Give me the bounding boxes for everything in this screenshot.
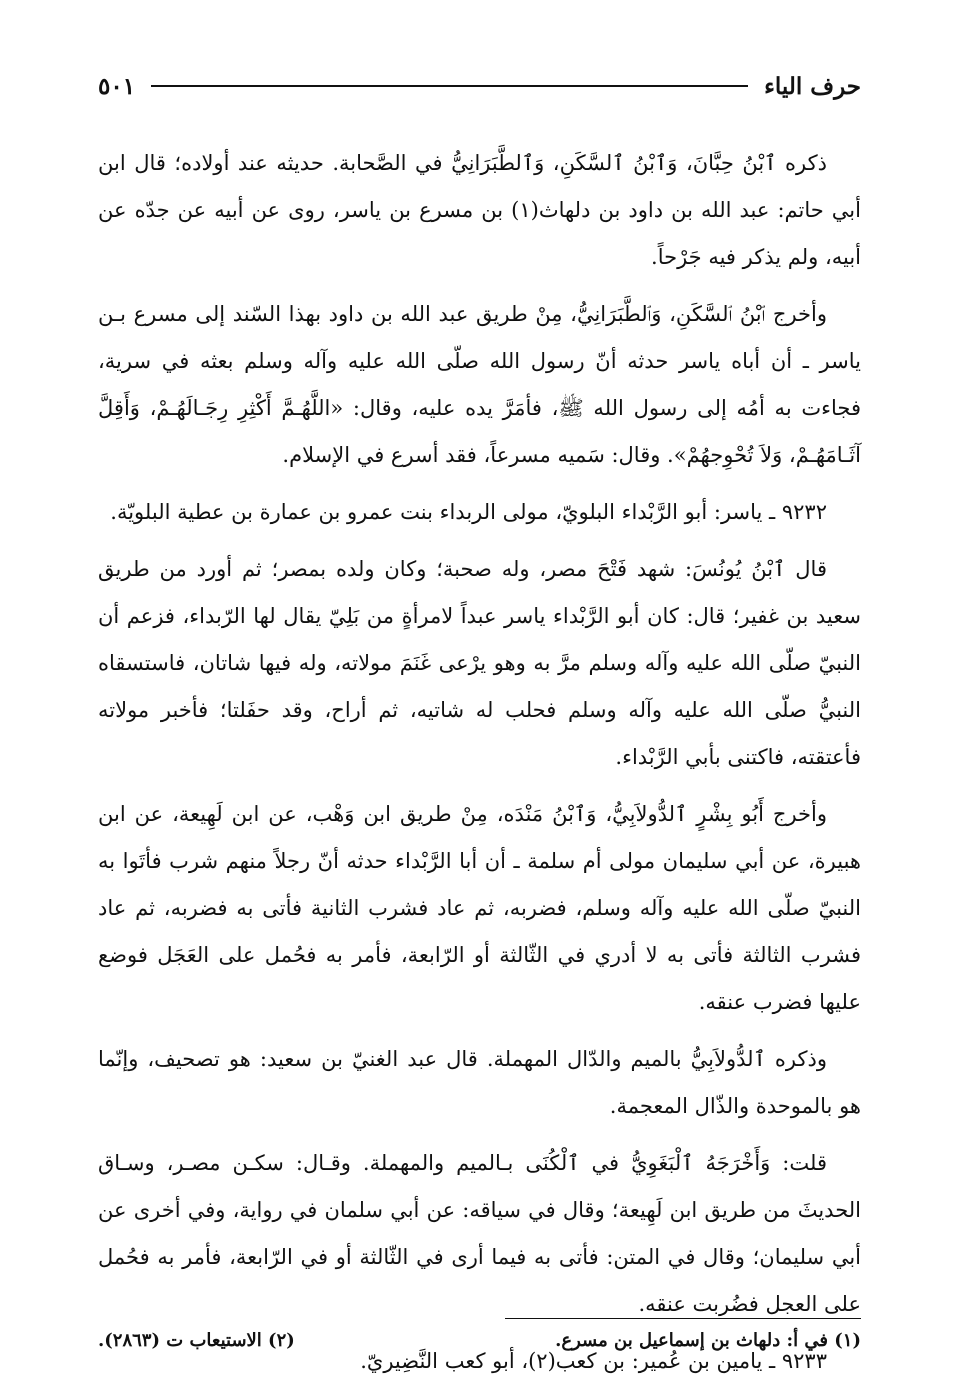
main-text — [98, 140, 861, 1395]
footnote-2: (٢) الاستيعاب ت (٢٨٦٣). — [98, 1330, 295, 1351]
footnotes — [98, 1330, 861, 1351]
page-number: ٥٠١ — [98, 72, 136, 100]
running-header — [98, 66, 861, 106]
entry-9232: ٩٢٣٢ ـ ياسر: أبو الرَّبْداء البلويّ، مولى الربداء بنت عمرو بن عمارة بن عطية البلويّة. — [110, 500, 827, 524]
paragraph-5: وأخرج أَبُو بِشْرٍ ٱلدُّولاَبِيُّ، وَٱبْنُ مَنْدَه، مِنْ طريق ابن وَهْب، عن ابن لَهِيعة، عن ابن هبيرة، عن أبي سليمان مولى أم سلمة ـ أن أبا الرَّبْداء حدثه أنّ رجلاً منهم شرب فأتَوا به النبيّ صلّى الله عليه وآله وسلم، فضربه، ثم عاد فشرب الثانية فأتى به فضربه، ثم عاد فشرب الثالثة فأتى به لا أدري في الثّالثة أو الرّابعة، فأمر به فحُمل على العَجَل فوضع عليها فضرب عنقه. — [98, 802, 861, 1014]
paragraph-1: ذكره ٱبْنُ حِبَّانَ، وَٱبْنُ ٱلسَّكَنِ، وَٱلطَّبَرَانِيُّ في الصَّحابة. حديثه عند أولاده؛ قال ابن أبي حاتم: عبد الله بن داود بن دلهاث(١) بن مسرع بن ياسر، روى عن أبيه عن جدّه عن أبيه، ولم يذكر فيه جَرْحاً. — [98, 151, 861, 269]
paragraph-4: قال ٱبْنُ يُونُسَ: شهد فَتْحَ مصر، وله صحبة؛ وكان ولده بمصر؛ ثم أورد من طريق سعيد بن غفير؛ قال: كان أبو الرَّبْداء ياسر عبداً لامرأةٍ من بَلِيّ يقال لها الرّبداء، فزعم أن النبيّ صلّى الله عليه وآله وسلم مرَّ به وهو يرْعى غَنَمَ مولاته، وله فيها شاتان، فاستسقاه النبيُّ صلّى الله عليه وآله وسلم فحلب له شاتيه، ثم أراح، وقد حفَلتا؛ فأخبر مولاته فأعتقته، فاكتنى بأبي الرَّبْداء. — [98, 557, 861, 769]
footnote-1: (١) في أ: دلهاث بن إسماعيل بن مسرع. — [555, 1330, 861, 1351]
paragraph-7: قلت: وَأَخْرَجَهُ ٱلْبَغَوِيُّ في ٱلْكُنَى بـالميم والمهملة. وقـال: سكـن مصـر، وسـاق الحديثَ من طريق ابن لَهِيعة؛ وقال في سياقه: عن أبي سلمان في رواية، وفي أخرى عن أبي سليمان؛ وقال في المتن: فأتى به فيما أرى في الثّالثة أو في الرّابعة، فأمر به فحُمل على العجل فضُربت عنقه. — [98, 1151, 861, 1316]
paragraph-6: وذكره ٱلدُّولاَبِيُّ بالميم والدّال المهملة. قال عبد الغنيّ بن سعيد: هو تصحيف، وإنّما هو بالموحدة والذّال المعجمة. — [98, 1047, 861, 1118]
entry-9233: ٩٢٣٣ ـ يامين بن عُمير: بن كعب(٢)، أبو كعب النَّضِيريّ. — [360, 1349, 827, 1373]
footnote-rule — [505, 1318, 861, 1319]
paragraph-2: وأخرج ٱبْنُ ٱلسَّكَنِ، وَٱلطَّبَرَانِيُّ، مِنْ طريق عبد الله بن داود بهذا السّند إلى مسرع بـن ياسر ـ أن أباه ياسر حدثه أنّ رسول الله صلّى الله عليه وآله وسلم بعثه في سرية، فجاءت به أمُه إلى رسول الله ﷺ، فأمَرَّ يده عليه، وقال: «اللَّهُـمَّ أَكْثِرِ رِجَـالَهُـمْ، وَأَقِلَّ آثَـامَهُـمْ، وَلاَ تُحْوِجهُمْ». وقال: سَميه مسرعاً، فقد أسرع في الإسلام. — [98, 302, 861, 467]
chapter-title: حرف الياء — [764, 72, 861, 100]
header-rule — [151, 85, 748, 87]
